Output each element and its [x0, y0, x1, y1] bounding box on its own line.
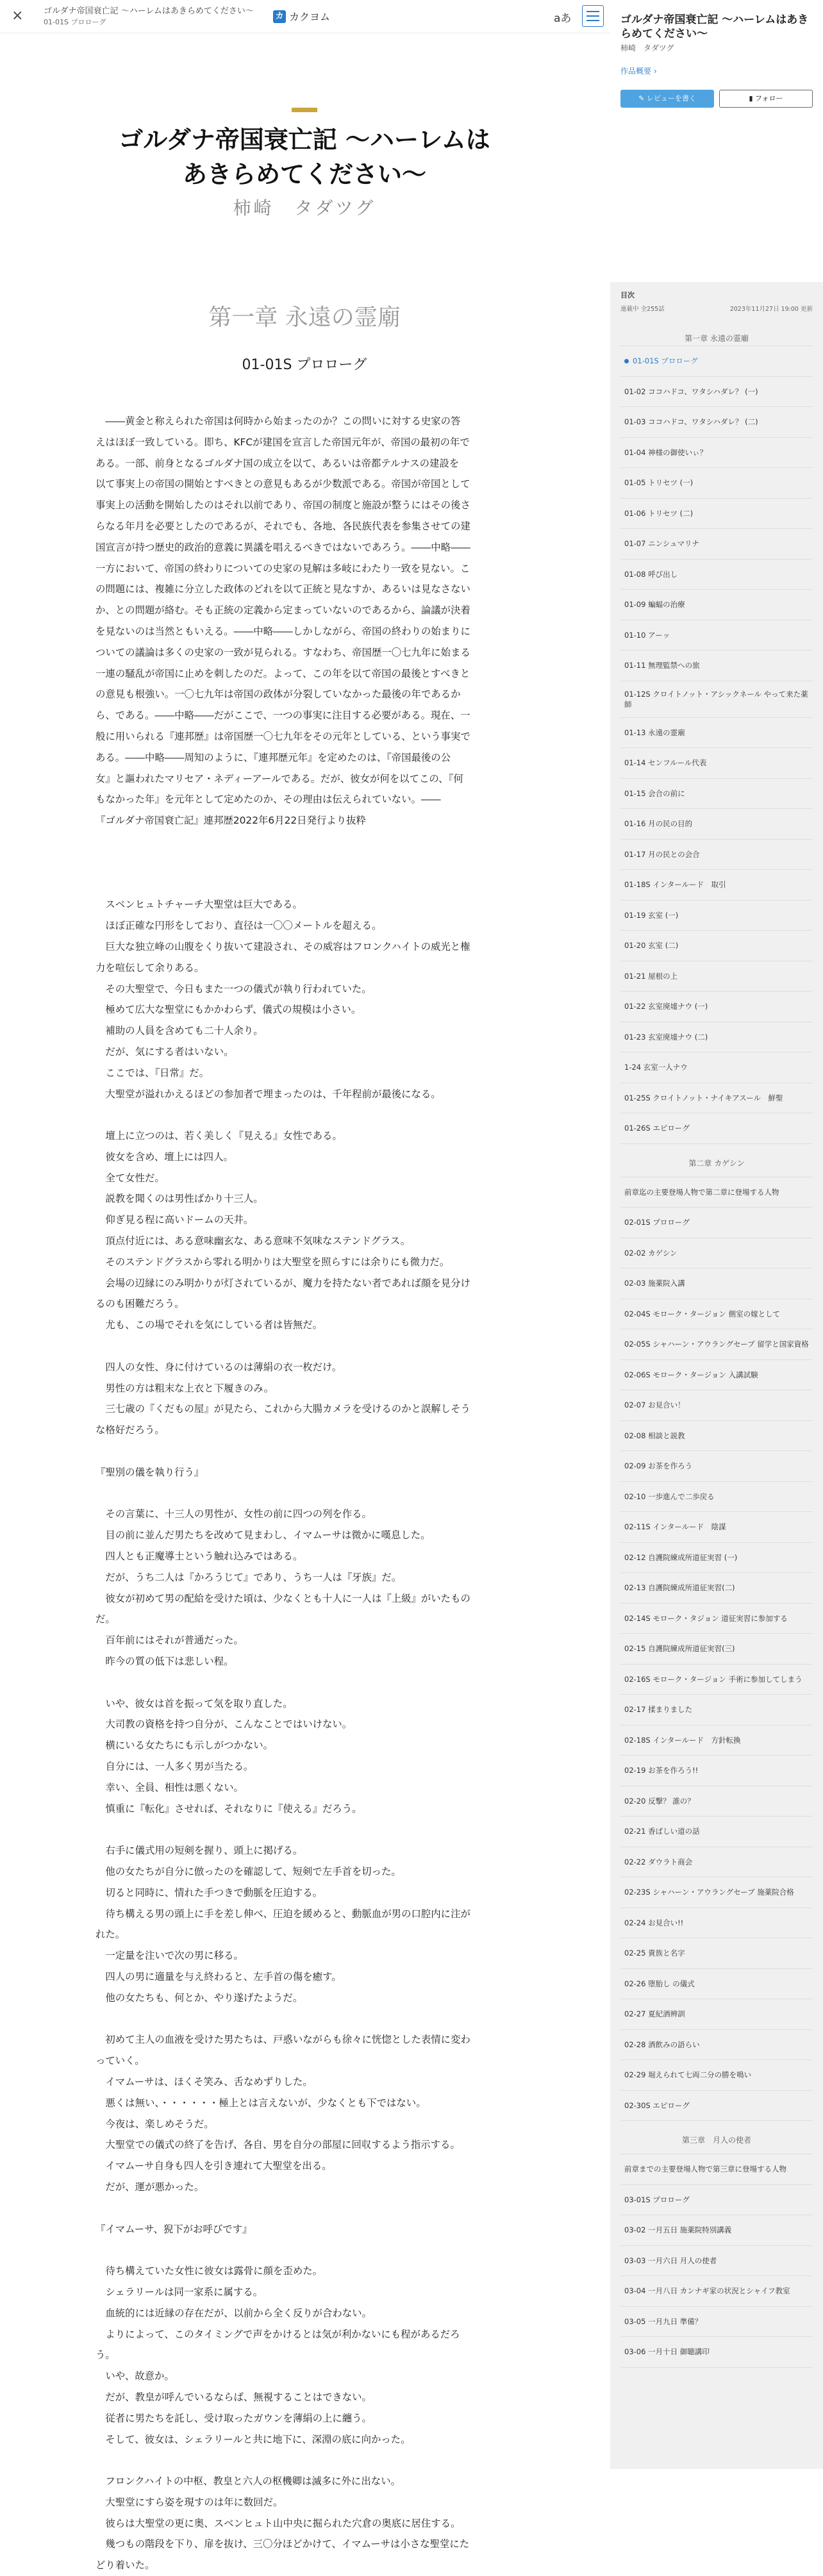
toc-episode-label: 01-04 神様の御使いぃ？	[624, 447, 708, 457]
body-line: 目の前に並んだ男たちを改めて見まわし、イマムーサは微かに嘆息した。	[96, 1529, 431, 1541]
body-line: 以て事実上の帝国の開始とすべきとの意見もあるが少数派である。帝国が帝国として	[96, 478, 470, 490]
toc-episode-label: 02-26 堕胎し の儀式	[624, 1979, 695, 1988]
bookmark-icon: ▮	[749, 94, 756, 103]
toc-episode[interactable]	[620, 1512, 813, 1543]
body-line: るのも困難だろう。	[96, 1298, 185, 1310]
body-line: いや、彼女は首を振って気を取り直した。	[96, 1697, 293, 1709]
toc-episode[interactable]	[620, 901, 813, 931]
toc-episode[interactable]	[620, 2215, 813, 2246]
toc-episode-label: 01-23 玄室廃墟ナウ (二)	[624, 1032, 708, 1042]
toc-episode-label: 01-07 ニンシュマリナ	[624, 539, 699, 549]
body-line: どり着いた。	[96, 2559, 155, 2572]
toc-episode[interactable]	[620, 1451, 813, 1482]
toc-episode[interactable]	[620, 1177, 813, 1208]
toc-episode[interactable]	[620, 840, 813, 870]
toc-episode[interactable]	[620, 1113, 813, 1144]
chapter-title: 第一章 永遠の霊廟	[208, 304, 401, 331]
toc-episode[interactable]	[620, 377, 813, 408]
body-line: 待ち構えていた女性に彼女は露骨に顔を歪めた。	[96, 2265, 322, 2277]
body-line: シェラリールは同一家系に属する。	[96, 2286, 263, 2298]
body-line: フロンクハイトの中枢、教皇と六人の枢機卿は滅多に外に出ない。	[96, 2475, 401, 2488]
author-name[interactable]: 柿崎 タダツグ	[233, 197, 376, 219]
toc-episode-label: 01-18S インタールード 取引	[624, 880, 726, 890]
toc-episode[interactable]	[620, 560, 813, 590]
toc-chapter-heading: 第一章 永遠の霊廟	[620, 323, 813, 346]
toc-episode-label: 01-05 トリセツ (一)	[624, 478, 694, 488]
toc-episode-label: 01-17 月の民との会合	[624, 849, 700, 859]
toc-chapter-heading: 第三章 月人の使者	[620, 2121, 813, 2154]
body-line: 巨大な独立峰の山腹をくり抜いて建設され、その威容はフロンクハイトの威光と権	[96, 940, 470, 952]
toc-heading: 目次	[620, 291, 635, 299]
body-line: 会場の辺縁にのみ明かりが灯されているが、魔力を持たない者であれば顔を見分け	[96, 1277, 470, 1289]
toc-episode[interactable]	[620, 620, 813, 651]
episode-body	[96, 411, 513, 2576]
toc-episode[interactable]	[620, 931, 813, 961]
toc-episode[interactable]	[620, 1543, 813, 1574]
toc-episode[interactable]	[620, 1877, 813, 1908]
body-line	[96, 831, 513, 852]
header-work-title[interactable]: ゴルダナ帝国衰亡記 〜ハーレムはあきらめてください〜	[44, 6, 254, 16]
body-line: 他の女たちが自分に倣ったのを確認して、短剣で左手首を切った。	[96, 1865, 401, 1877]
body-line: 慎重に『転化』させれば、それなりに『使える』だろう。	[96, 1802, 362, 1815]
toc-episode-label: 02-24 お見合い!!	[624, 1918, 684, 1927]
toc-episode[interactable]	[620, 1299, 813, 1330]
body-line	[96, 2198, 513, 2219]
body-line	[96, 852, 513, 874]
toc-episode[interactable]	[620, 1604, 813, 1634]
toc-episode-label: 02-04S モローク・タージョン 側室の嫁として	[624, 1309, 781, 1318]
body-line: 国宣言が持つ歴史的政治的意義に異議を唱えるべきではないであろう。――中略――	[96, 541, 470, 553]
toc-episode-label: 02-18S インタールード 方針転換	[624, 1735, 741, 1745]
toc-episode-label: 02-02 カゲシン	[624, 1248, 678, 1258]
body-line	[96, 1104, 513, 1126]
toc-episode-label: 03-05 一月九日 準備？	[624, 2316, 702, 2326]
body-line: いや、故意か。	[96, 2370, 174, 2382]
body-line: 尤も、この場でそれを気にしている者は皆無だ。	[96, 1319, 322, 1331]
toc-episode[interactable]	[620, 407, 813, 438]
toc-episode[interactable]	[620, 1208, 813, 1238]
toc-episode[interactable]	[620, 1725, 813, 1756]
toc-episode[interactable]	[620, 1695, 813, 1725]
toc-episode-label: 02-12 自護院練成所道征実習 (一)	[624, 1552, 738, 1562]
toc-episode-label: 02-07 お見合い！	[624, 1400, 685, 1410]
body-line: れた。	[96, 1929, 126, 1941]
toc-episode-label: 前章までの主要登場人物で第三章に登場する人物	[624, 2165, 786, 2174]
toc-episode[interactable]	[620, 1052, 813, 1083]
toc-episode-label: 02-08 相談と説教	[624, 1431, 685, 1440]
body-line: ――黄金と称えられた帝国は何時から始まったのか？この問いに対する史家の答	[96, 415, 461, 427]
header-episode-title: 01-01S プロローグ	[44, 18, 106, 26]
toc-episode[interactable]	[620, 2030, 813, 2061]
body-line: 幾つもの階段を下り、扉を抜け、三〇分ほどかけて、イマムーサは小さな聖堂にた	[96, 2538, 470, 2550]
body-line	[96, 1672, 513, 1693]
body-line: だが、運が悪かった。	[96, 2181, 204, 2193]
menu-icon-line	[586, 20, 599, 21]
episode-title: 01-01S プロローグ	[242, 357, 367, 373]
follow-button[interactable]	[719, 90, 813, 108]
body-line: 説教を聞くのは男性ばかり十三人。	[96, 1193, 263, 1205]
toc-episode-label: 02-09 お茶を作ろう	[624, 1461, 693, 1471]
toc-episode[interactable]	[620, 1390, 813, 1421]
toc-episode[interactable]	[620, 1573, 813, 1604]
toc-episode-label: 02-29 堀えられて七両二分の勝を鳴い	[624, 2070, 752, 2080]
body-line: 従者に男たちを託し、受け取ったガウンを薄絹の上に纏う。	[96, 2412, 372, 2424]
toc-episode-label: 01-12S クロイトノット・アシックネール やって来た薬師	[624, 689, 808, 709]
sidebar-author[interactable]: 柿崎 タダツグ	[620, 44, 674, 53]
toc-episode[interactable]	[620, 1999, 813, 2030]
toc-episode-label: 01-13 永遠の霊廟	[624, 727, 685, 737]
body-line: 彼女が初めて男の配給を受けた頃は、少なくとも十人に一人は『上級』がいたもの	[96, 1592, 470, 1604]
body-line: よりによって、このタイミングで声をかけるとは気が利かないにも程があるだろ	[96, 2328, 460, 2340]
body-line: 大聖堂にすら姿を現すのは年に数回だ。	[96, 2496, 283, 2508]
toc-episode-label: 02-14S モローク・タジョン 道征実習に参加する	[624, 1613, 788, 1623]
toc-episode-label: 03-03 一月六日 月人の使者	[624, 2256, 717, 2265]
toc-episode[interactable]	[620, 2060, 813, 2091]
toc-episode[interactable]	[620, 2246, 813, 2277]
toc-episode-label: 02-21 香ばしい道の話	[624, 1827, 700, 1836]
body-line: 悪くは無い、・・・・・・極上とは言えないが、少なくとも下ではない。	[96, 2097, 426, 2109]
toc-episode-label: 01-08 呼び出し	[624, 569, 678, 579]
toc-episode-label: 03-01S プロローグ	[624, 2195, 690, 2204]
body-line: 横にいる女たちにも示しがつかない。	[96, 1740, 274, 1752]
toc-episode[interactable]	[620, 1938, 813, 1969]
toc-episode-label: 02-20 反撃？ 誰の？	[624, 1796, 695, 1806]
body-line: 四人とも正魔導士という触れ込みではある。	[96, 1550, 303, 1563]
toc-episode[interactable]	[620, 1908, 813, 1939]
body-line: 一方において、帝国の終わりについての史家の見解は多岐にわたり一致を見ない。こ	[96, 562, 470, 574]
body-line: 待ち構える男の頭上に手を差し伸べ、圧迫を緩めると、動脈血が男の口腔内に注が	[96, 1907, 470, 1920]
body-line: 『聖別の儀を執り行う』	[96, 1466, 204, 1478]
body-line: 『ゴルダナ帝国衰亡記』連邦歴2022年6月22日発行より抜粋	[96, 815, 366, 827]
body-line: イマムーサ自身も四人を引き連れて大聖堂を出る。	[96, 2160, 332, 2172]
body-line: 右手に儀式用の短剣を握り、頭上に掲げる。	[96, 1845, 303, 1857]
body-line: 事実上の活動を開始したのはそれ以前であり、帝国の制度と施設が整うにはその後さ	[96, 499, 470, 511]
body-line: 百年前にはそれが普通だった。	[96, 1634, 244, 1647]
toc-episode-label: 01-06 トリセツ (二)	[624, 508, 694, 518]
body-line: ら、である。――中略――だがここで、一つの事実に注目する必要がある。現在、一	[96, 710, 470, 722]
body-line: 大聖堂が溢れかえるほどの参加者で埋まったのは、千年程前が最後になる。	[96, 1088, 441, 1100]
body-line: 昨今の質の低下は悲しい程。	[96, 1656, 234, 1668]
toc-episode-label: 01-22 玄室廃墟ナウ (一)	[624, 1002, 708, 1011]
toc-episode[interactable]	[620, 2337, 813, 2368]
body-line: 一連の騒乱が帝国に止めを刺したのだ。よって、この年を以て帝国の最後とすべきと	[96, 667, 470, 679]
body-line: だが、教皇が呼んでいるならば、無視することはできない。	[96, 2391, 372, 2403]
body-line	[96, 874, 513, 895]
body-line	[96, 1819, 513, 1840]
toc-episode-label: 01-19 玄室 (一)	[624, 910, 679, 920]
toc-episode[interactable]	[620, 1083, 813, 1114]
menu-icon-line	[586, 11, 599, 12]
toc-episode[interactable]	[620, 1329, 813, 1360]
toc-list	[620, 323, 813, 2368]
body-line	[96, 2239, 513, 2261]
pencil-icon: ✎	[638, 94, 647, 103]
body-line	[96, 1336, 513, 1357]
toc-episode-label: 02-23S シャハーン・アウラングセーブ 施薬院合格	[624, 1888, 794, 1897]
toc-episode[interactable]	[620, 961, 813, 992]
body-line: 四人の男に適量を与え終わると、左手首の傷を癒す。	[96, 1970, 342, 1982]
toc-episode-label: 02-22 ダウラト商会	[624, 1857, 693, 1866]
body-line: ここでは、『日常』だ。	[96, 1067, 209, 1079]
body-line: そして、彼女は、シェラリールと共に地下に、深淵の底に向かった。	[96, 2433, 411, 2445]
toc-episode[interactable]	[620, 438, 813, 469]
body-line: ある。一部、前身となるゴルダナ国の成立を以て、あるいは帝都テルナスの建設を	[96, 457, 460, 469]
toc-episode[interactable]	[620, 590, 813, 620]
toc-episode-label: 02-15 自護院練成所道征実習(三)	[624, 1644, 735, 1654]
logo-mark-icon: カ	[273, 10, 286, 23]
toc-episode-label: 01-16 月の民の目的	[624, 819, 693, 829]
sidebar-work-title[interactable]: ゴルダナ帝国衰亡記 〜ハーレムはあきらめてください〜	[620, 13, 809, 40]
toc-episode-label: 02-25 貴族と名字	[624, 1949, 685, 1958]
body-line: っていく。	[96, 2055, 145, 2067]
toc-episode[interactable]	[620, 1634, 813, 1665]
toc-episode[interactable]	[620, 748, 813, 779]
sidebar-work-info	[610, 0, 823, 282]
body-line: 般に用いられる『連邦歴』は帝国歴一〇七九年をその元年としている、という事実で	[96, 730, 470, 742]
body-line: 自分には、一人多く男が当たる。	[96, 1761, 254, 1772]
logo-text: カクヨム	[289, 11, 331, 23]
kakuyomu-logo[interactable]	[273, 9, 330, 24]
body-line: の意見も根強い。一〇七九年は帝国の政体が分裂していなかった最後の年であるか	[96, 688, 461, 701]
toc-episode-label: 02-01S プロローグ	[624, 1218, 690, 1227]
toc-episode-label: 03-06 一月十日 御聴講印	[624, 2347, 710, 2357]
toc-episode[interactable]	[620, 2185, 813, 2216]
body-line: えはほぼ一致している。即ち、KFCが建国を宣言した帝国元年が、帝国の最初の年で	[96, 436, 470, 448]
body-line: 極めて広大な聖堂にもかかわらず、儀式の規模は小さい。	[96, 1004, 362, 1016]
toc-episode-label: 01-15 会合の前に	[624, 788, 685, 798]
toc-episode[interactable]	[620, 1969, 813, 2000]
body-line: 彼女を含め、壇上には四人。	[96, 1151, 233, 1163]
toc-episode[interactable]	[620, 1238, 813, 1269]
body-line	[96, 2009, 513, 2030]
toc-episode-label: 03-02 一月五日 施薬院特別講義	[624, 2225, 732, 2235]
body-line: スベンヒュトチャーチ大聖堂は巨大である。	[96, 899, 303, 911]
body-line: ついての議論は多くの史家の一致が見られる。すなわち、帝国歴一〇七九年に始まる	[96, 646, 470, 658]
toc-episode[interactable]	[620, 681, 813, 718]
toc-episode-label: 02-16S モローク・タージョン 手術に参加してしまう	[624, 1674, 802, 1684]
body-line	[96, 1483, 513, 1504]
toc-sidebar	[610, 0, 823, 2469]
body-line: 幸い、全員、相性は悪くない。	[96, 1781, 244, 1793]
toc-episode-label: 02-28 酒飲みの語らい	[624, 2040, 700, 2049]
toc-toggle-button[interactable]	[582, 5, 604, 27]
toc-episode[interactable]	[620, 1268, 813, 1299]
story-content	[96, 51, 513, 2576]
toc-episode[interactable]	[620, 1816, 813, 1847]
toc-episode[interactable]	[620, 1360, 813, 1391]
toc-episode[interactable]	[620, 499, 813, 529]
body-line: その大聖堂で、今日もまた一つの儀式が執り行われていた。	[96, 983, 372, 995]
toc-episode-label: 01-21 屋根の上	[624, 971, 678, 981]
toc-episode[interactable]	[620, 1756, 813, 1786]
body-line: その言葉に、十三人の男性が、女性の前に四つの列を作る。	[96, 1508, 372, 1520]
toc-episode-label: 02-19 お茶を作ろう!!	[624, 1766, 699, 1775]
toc-episode-label: 02-17 揉まりました	[624, 1705, 693, 1715]
toc-episode[interactable]	[620, 2091, 813, 2122]
body-line: ある。――中略――周知のように、『連邦歴元年』を定めたのは、『帝国最後の公	[96, 751, 451, 763]
toc-episode-label: 02-10 一歩進んで二歩戻る	[624, 1492, 715, 1501]
body-line: 大聖堂での儀式の終了を告げ、各自、男を自分の部屋に回収するよう指示する。	[96, 2139, 460, 2151]
work-title-line: ゴルダナ帝国衰亡記 〜ハーレムは	[119, 126, 490, 154]
toc-episode-label: 1-24 玄室一人ナウ	[624, 1063, 688, 1072]
body-line: 頂点付近には、ある意味幽玄な、ある意味不気味なステンドグラス。	[96, 1235, 411, 1247]
toc-episode[interactable]	[620, 468, 813, 499]
toc-episode-label: 03-04 一月八日 カンナギ家の状況とシャイフ教室	[624, 2286, 790, 2296]
toc-chapter-heading: 第二章 カゲシン	[620, 1144, 813, 1177]
toc-episode[interactable]	[620, 651, 813, 681]
write-review-label: レビューを書く	[646, 94, 696, 103]
body-line: 力を喧伝して余りある。	[96, 961, 204, 974]
current-episode-dot-icon	[624, 359, 629, 363]
toc-episode[interactable]	[620, 1421, 813, 1452]
body-line: 三七歳の『くだもの屋』が見たら、これから大腸カメラを受けるのかと誤解しそう	[96, 1403, 470, 1415]
work-info-link-label: 作品概要	[620, 67, 652, 76]
menu-icon-line	[586, 15, 599, 17]
toc-episode[interactable]	[620, 992, 813, 1022]
body-line: だ。	[96, 1613, 115, 1625]
body-line: 彼らは大聖堂の更に奥、スベンヒュト山中央に掘られた穴倉の奥底に居住する。	[96, 2517, 461, 2529]
body-line: 初めて主人の血液を受けた男たちは、戸惑いながらも徐々に恍惚とした表情に変わ	[96, 2034, 470, 2046]
serial-status: 連載中 全255話	[620, 306, 665, 313]
body-line: 大司教の資格を持つ自分が、こんなことではいけない。	[96, 1718, 353, 1731]
toc-episode[interactable]	[620, 2307, 813, 2338]
title-accent-bar	[292, 108, 317, 112]
toc-episode-label: 01-09 蝙蝠の治療	[624, 600, 685, 610]
toc-episode-label: 01-26S エピローグ	[624, 1124, 690, 1133]
body-line: 切ると同時に、情れた手つきで動脈を圧迫する。	[96, 1886, 322, 1899]
toc-episode-label: 02-30S エピローグ	[624, 2100, 690, 2110]
body-line	[96, 2450, 513, 2471]
body-line: そのステンドグラスから零れる明かりは大聖堂を照らすには余りにも微力だ。	[96, 1256, 450, 1268]
body-line: 女』と謳われたマリセア・ネディーアールである。だが、彼女が何を以てこの、『何	[96, 772, 463, 785]
toc-episode[interactable]	[620, 1482, 813, 1513]
body-line: らなる年月を必要としたのであるが、それでも、各地、各民族代表を参集させての建	[96, 520, 470, 532]
toc-episode-label: 前章迄の主要登場人物で第二章に登場する人物	[624, 1187, 779, 1197]
body-line: 一定量を注いで次の男に移る。	[96, 1950, 244, 1962]
body-line: か、との問題が絡む。そも正統の定義から定まっていないのであるから、論議が決着	[96, 604, 470, 617]
body-line: の問題には、複雑に分立した政体のどれを以て正統と見なすか、あるいは見なさない	[96, 583, 470, 595]
toc-episode-label: 01-02 ココハドコ、ワタシハダレ？ (一)	[624, 386, 758, 396]
toc-episode-label: 02-03 施薬院入講	[624, 1279, 685, 1288]
toc-episode[interactable]	[620, 2276, 813, 2307]
toc-episode-label: 01-14 センフルール代表	[624, 758, 707, 768]
toc-episode-label: 02-06S モローク・タージョン 入講試験	[624, 1370, 758, 1379]
font-settings-button[interactable]: aあ	[554, 12, 572, 25]
toc-episode-label: 02-05S シャハーン・アウラングセーブ 留学と国家資格	[624, 1340, 809, 1349]
toc-episode[interactable]	[620, 1665, 813, 1695]
toc-episode-label: 01-20 玄室 (二)	[624, 941, 679, 951]
body-line: 四人の女性、身に付けているのは薄絹の衣一枚だけ。	[96, 1361, 342, 1373]
body-line: 男性の方は粗末な上衣と下履きのみ。	[96, 1382, 274, 1394]
toc-episode-label: 02-27 夏紀酒辨訓	[624, 2009, 685, 2019]
body-line: 他の女たちも、何とか、やり遂げたようだ。	[96, 1991, 303, 2004]
chevron-right-icon: ›	[653, 67, 657, 76]
body-line: 仰ぎ見る程に高いドームの天井。	[96, 1214, 254, 1226]
toc-episode[interactable]	[620, 1847, 813, 1878]
body-line: もなかった年』を元年として定めたのか、その理由は伝えられていない。――	[96, 794, 441, 806]
reader-header	[0, 0, 610, 33]
toc-meta	[620, 304, 813, 313]
body-line: う。	[96, 2349, 115, 2361]
body-line: 全て女性だ。	[96, 1172, 165, 1184]
toc-episode-label: 01-11 無理監禁への旅	[624, 661, 700, 670]
write-review-button[interactable]	[620, 90, 714, 108]
toc-episode[interactable]	[620, 718, 813, 749]
toc-episode-label: 01-10 アーッ	[624, 630, 670, 640]
work-info-link[interactable]	[620, 65, 657, 76]
toc-episode[interactable]	[620, 2154, 813, 2185]
toc-episode[interactable]	[620, 529, 813, 560]
toc-episode-label: 02-13 自護院練成所道征実習(二)	[624, 1583, 735, 1593]
toc-episode[interactable]	[620, 1786, 813, 1817]
toc-episode-label: 02-11S インタールード 陰謀	[624, 1522, 726, 1532]
body-line: だが、うち二人は『かろうじて』であり、うち一人は『牙族』だ。	[96, 1571, 402, 1583]
toc-episode-current[interactable]	[620, 346, 813, 377]
body-line: だが、気にする者はいない。	[96, 1045, 234, 1058]
follow-label: フォロー	[755, 94, 783, 103]
work-title[interactable]	[96, 122, 513, 192]
last-updated: 2023年11月27日 19:00 更新	[729, 306, 813, 313]
body-line: 血統的には近縁の存在だが、以前から全く反りが合わない。	[96, 2307, 372, 2319]
body-line: を見ないのは当然ともいえる。――中略――しかしながら、帝国の終わりの始まりに	[96, 625, 470, 637]
body-line: 壇上に立つのは、若く美しく『見える』女性である。	[96, 1130, 342, 1142]
toc-episode[interactable]	[620, 870, 813, 901]
work-title-line: あきらめてください〜	[182, 160, 426, 188]
body-line	[96, 1441, 513, 1462]
back-arrow-icon[interactable]: ×	[12, 8, 24, 24]
toc-episode[interactable]	[620, 809, 813, 840]
toc-episode-label: 01-25S クロイトノット・ナイキアスール 鮮聖	[624, 1093, 783, 1102]
toc-episode-label: 01-03 ココハドコ、ワタシハダレ？ (二)	[624, 417, 758, 427]
body-line: ほぼ正確な円形をしており、直径は一〇〇メートルを超える。	[96, 920, 382, 932]
toc-episode-label: 01-01S プロローグ	[633, 356, 698, 366]
body-line: 『イマムーサ、猊下がお呼びです』	[96, 2223, 253, 2235]
body-line: イマムーサは、ほくそ笑み、舌なめずりした。	[96, 2075, 313, 2088]
body-line: な格好だろう。	[96, 1424, 165, 1436]
body-line: 今夜は、楽しめそうだ。	[96, 2118, 214, 2130]
toc-episode[interactable]	[620, 1022, 813, 1053]
toc-episode[interactable]	[620, 779, 813, 810]
body-line: 補助の人員を含めても二十人余り。	[96, 1025, 263, 1037]
